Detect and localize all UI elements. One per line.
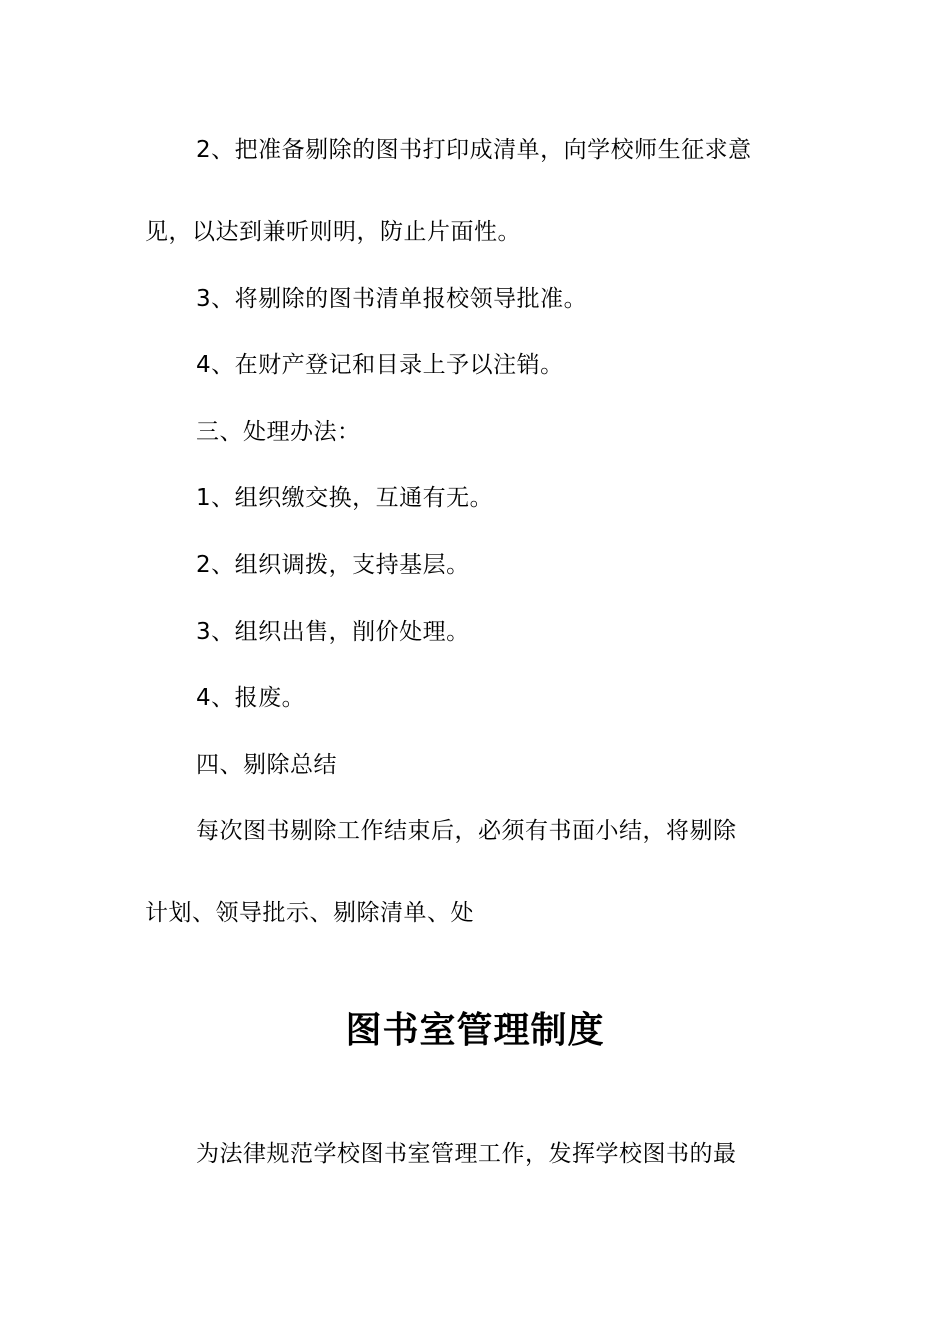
paragraph-line: 为法律规范学校图书室管理工作，发挥学校图书的最: [196, 1141, 737, 1167]
paragraph-line: 4、报废。: [196, 685, 306, 711]
paragraph-line: 2、组织调拨，支持基层。: [196, 552, 470, 578]
paragraph-line: 计划、领导批示、剔除清单、处: [145, 900, 474, 926]
paragraph-line: 2、把准备剔除的图书打印成清单，向学校师生征求意: [196, 137, 752, 163]
paragraph-line: 4、在财产登记和目录上予以注销。: [196, 352, 564, 378]
section-heading: 三、处理办法：: [196, 419, 361, 445]
paragraph-line: 每次图书剔除工作结束后，必须有书面小结，将剔除: [196, 818, 737, 844]
paragraph-line: 见，以达到兼听则明，防止片面性。: [145, 219, 521, 245]
paragraph-line: 1、组织缴交换，互通有无。: [196, 485, 494, 511]
paragraph-line: 3、组织出售，削价处理。: [196, 619, 470, 645]
section-heading: 四、剔除总结: [196, 752, 337, 778]
document-title: 图书室管理制度: [345, 1010, 605, 1051]
paragraph-line: 3、将剔除的图书清单报校领导批准。: [196, 286, 588, 312]
